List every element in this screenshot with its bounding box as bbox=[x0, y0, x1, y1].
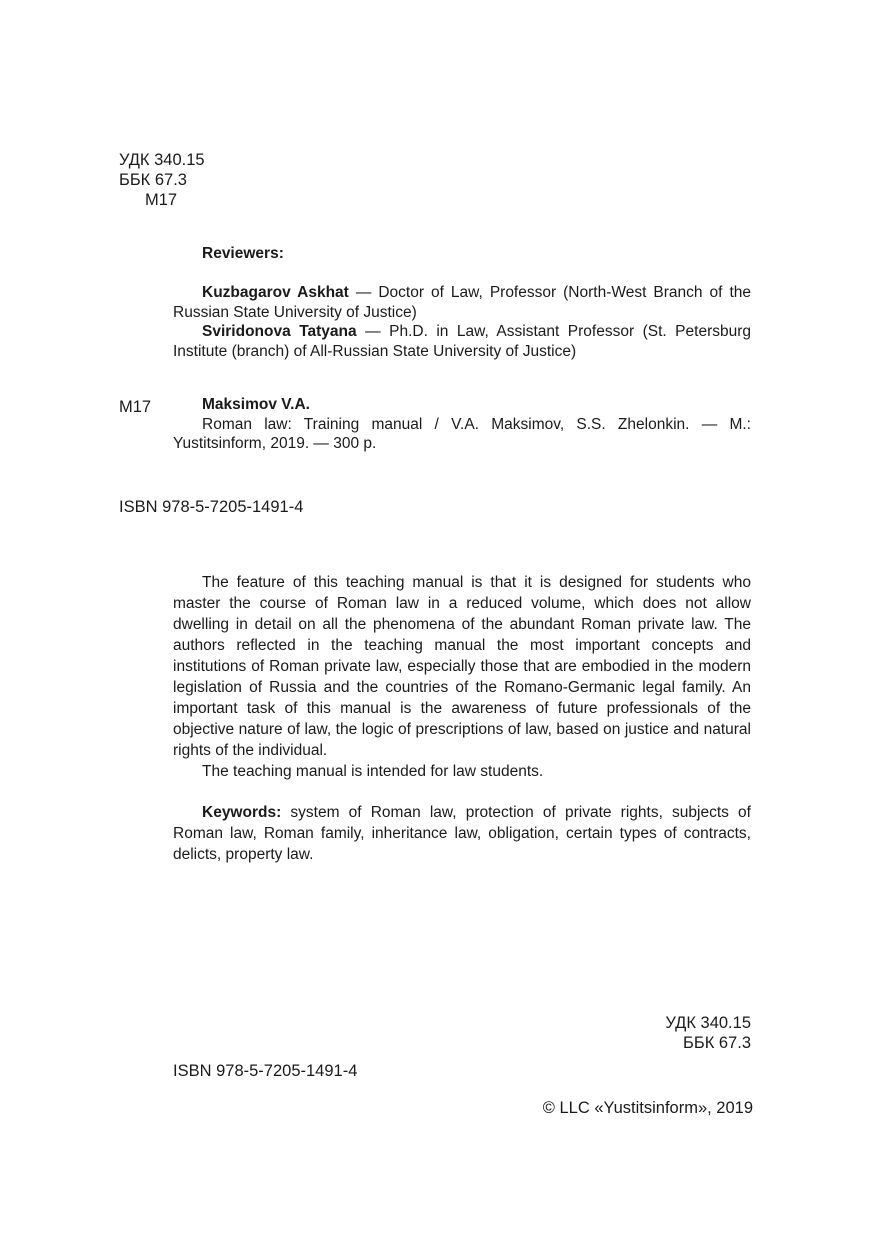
reviewers-heading: Reviewers: bbox=[202, 245, 284, 262]
footer-udk: УДК 340.15 bbox=[665, 1014, 751, 1032]
keywords bbox=[173, 802, 751, 865]
abstract bbox=[173, 572, 751, 782]
citation-author: Maksimov V.A. bbox=[202, 396, 310, 413]
keywords-label: Keywords: bbox=[202, 804, 282, 821]
footer-isbn: ISBN 978-5-7205-1491-4 bbox=[173, 1062, 358, 1080]
abstract-paragraph: The teaching manual is intended for law students. bbox=[202, 763, 544, 780]
author-mark: М17 bbox=[145, 191, 178, 209]
bibliographic-citation bbox=[173, 395, 751, 454]
reviewer-description: — Doctor of Law, Professor (North-West Branch of the Russian State University of Justice) bbox=[173, 284, 752, 321]
footer-classification bbox=[665, 1013, 751, 1053]
reviewer-entry bbox=[173, 283, 751, 322]
footer-bbk: ББК 67.3 bbox=[683, 1034, 751, 1052]
classification-codes bbox=[119, 150, 205, 210]
reviewer-description: — Ph.D. in Law, Assistant Professor (St. Petersburg Institute (branch) of All-Russian State University of Justice) bbox=[173, 323, 752, 360]
reviewers-list bbox=[173, 283, 751, 361]
isbn: ISBN 978-5-7205-1491-4 bbox=[119, 498, 304, 516]
udk-code: УДК 340.15 bbox=[119, 151, 205, 169]
keywords-paragraph bbox=[173, 802, 751, 865]
abstract-paragraph: The feature of this teaching manual is that it is designed for students who master the course of Roman law in a reduced volume, which does not allow dwelling in detail on all the phenomena of the abundant Roman private law. The authors reflected in the teaching manual the most important concepts and institutions of Roman private law, especially those that are embodied in the modern legislation of Russia and the countries of the Romano-Germanic legal family. An important task of this manual is the awareness of future professionals of the objective nature of law, the logic of prescriptions of law, based on justice and natural rights of the individual. bbox=[173, 574, 751, 759]
citation-mark: M17 bbox=[119, 398, 152, 416]
bbk-code: ББК 67.3 bbox=[119, 171, 187, 189]
reviewer-name: Kuzbagarov Askhat bbox=[202, 284, 349, 301]
citation-text: Roman law: Training manual / V.A. Maksimov, S.S. Zhelonkin. — M.: Yustitsinform, 2019. — 300 p. bbox=[173, 415, 751, 452]
reviewer-name: Sviridonova Tatyana bbox=[202, 323, 357, 340]
copyright: © LLC «Yustitsinform», 2019 bbox=[542, 1099, 753, 1117]
keywords-text: system of Roman law, protection of private rights, subjects of Roman law, Roman family, inheritance law, obligation, certain types of contracts, delicts, property law. bbox=[173, 804, 751, 863]
reviewer-entry bbox=[173, 322, 751, 361]
